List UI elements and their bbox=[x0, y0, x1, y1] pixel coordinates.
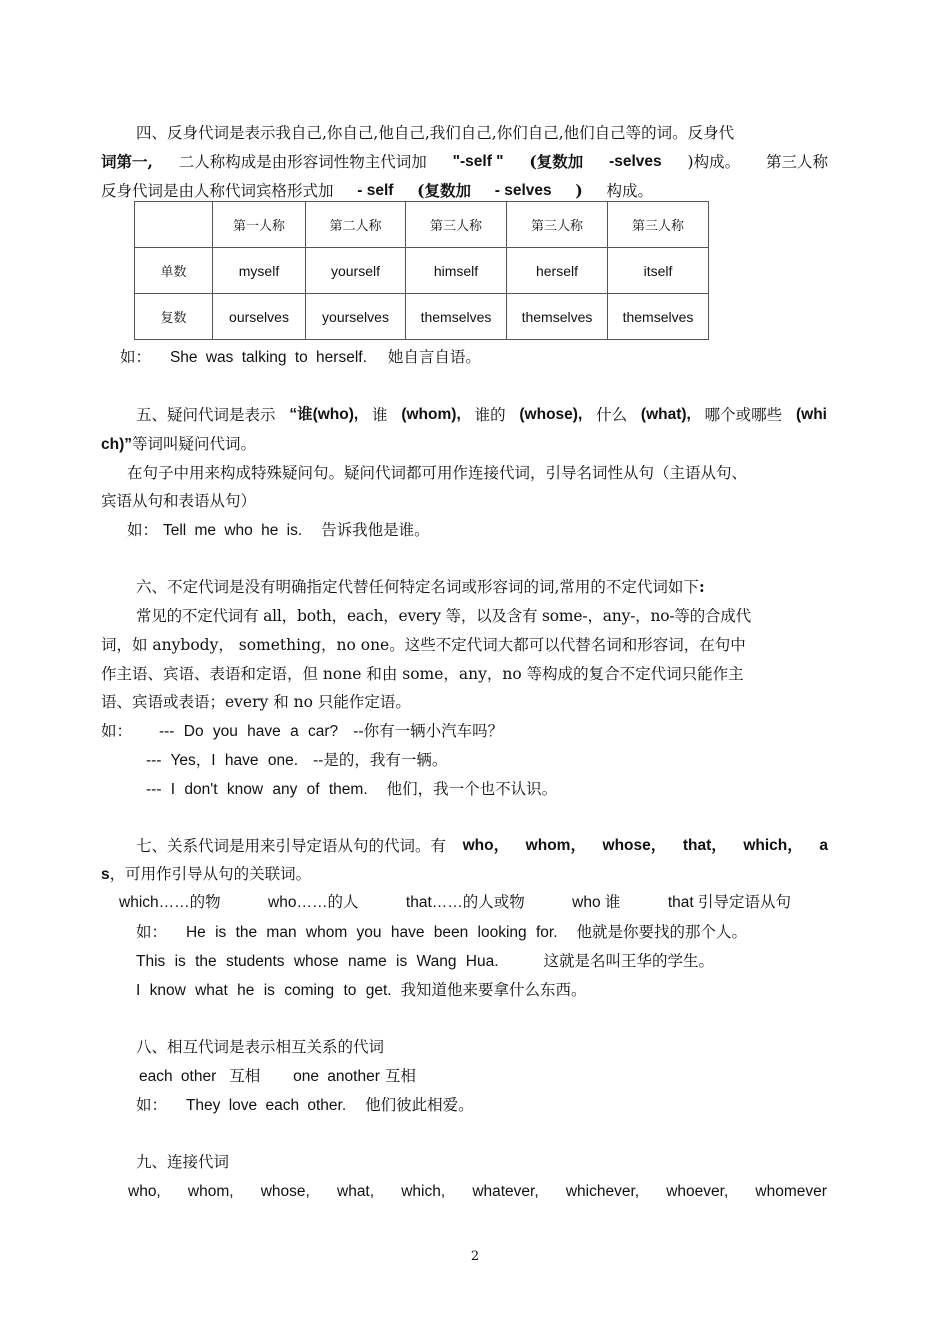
s6-line1: 六、不定代词是没有明确指定代替任何特定名词或形容词的词,常用的不定代词如下: bbox=[136, 577, 705, 596]
table-cell: myself bbox=[213, 248, 306, 294]
s6-line4: 作主语、宾语、表语和定语，但 none 和由 some，any，no 等构成的复合不定代词只能作主 bbox=[101, 665, 744, 683]
table-cell: himself bbox=[406, 248, 507, 294]
s4-line2: 词第一, 二人称构成是由形容词性物主代词加 "-self " (复数加 -selves )构成。 第三人称 bbox=[101, 152, 828, 171]
table-cell: themselves bbox=[507, 294, 608, 340]
table-header-cell: 第三人称 bbox=[406, 202, 507, 248]
s5-line2: ch)”等词叫疑问代词。 bbox=[101, 435, 257, 453]
table-cell: yourself bbox=[306, 248, 406, 294]
table-header-cell: 第一人称 bbox=[213, 202, 306, 248]
s7-example-1: 如： He is the man whom you have been looking for. 他就是你要找的那个人。 bbox=[136, 923, 747, 941]
table-row bbox=[135, 248, 709, 294]
connective-pronoun: which, bbox=[401, 1183, 446, 1200]
s5-line4: 宾语从句和表语从句） bbox=[101, 492, 257, 510]
page-number: 2 bbox=[470, 1249, 480, 1264]
s8-line1: 八、相互代词是表示相互关系的代词 bbox=[136, 1038, 385, 1056]
s8-line2: each other 互相 one another 互相 bbox=[139, 1067, 416, 1085]
s4-example: 如： She was talking to herself. 她自言自语。 bbox=[120, 348, 481, 366]
s7-example-2: This is the students whose name is Wang Hua. 这就是名叫王华的学生。 bbox=[136, 952, 714, 970]
connective-pronoun: who, bbox=[128, 1183, 161, 1200]
connective-pronoun: whoever, bbox=[666, 1183, 729, 1200]
table-cell: yourselves bbox=[306, 294, 406, 340]
s5-line1: 五、疑问代词是表示 “谁(who), 谁 (whom), 谁的 (whose), 什么 (what), 哪个或哪些 (whi bbox=[136, 406, 827, 424]
row-label: 复数 bbox=[135, 294, 213, 340]
s6-dialog-2: --- Yes，I have one. --是的，我有一辆。 bbox=[146, 751, 448, 769]
table-row bbox=[135, 294, 709, 340]
table-cell: itself bbox=[608, 248, 709, 294]
table-cell: themselves bbox=[406, 294, 507, 340]
reflexive-pronoun-table bbox=[134, 201, 709, 340]
connective-pronoun: whichever, bbox=[565, 1183, 640, 1200]
s6-line3: 词，如 anybody， something，no one。这些不定代词大都可以代替名词和形容词，在句中 bbox=[101, 636, 746, 654]
table-header-cell: 第二人称 bbox=[306, 202, 406, 248]
s6-line2: 常见的不定代词有 all，both，each，every 等，以及含有 some-，any-，no-等的合成代 bbox=[136, 607, 751, 625]
table-header-cell bbox=[135, 202, 213, 248]
connective-pronoun: whom, bbox=[187, 1183, 234, 1200]
s5-line3: 在句子中用来构成特殊疑问句。疑问代词都可用作连接代词，引导名词性从句（主语从句、 bbox=[127, 464, 748, 482]
connective-pronoun: whomever bbox=[755, 1183, 827, 1200]
s6-dialog-1: 如： --- Do you have a car? --你有一辆小汽车吗？ bbox=[101, 722, 504, 740]
s7-line3: which……的物 who……的人 that……的人或物 who 谁 that 引导定语从句 bbox=[119, 894, 791, 911]
s6-dialog-3: --- I don't know any of them. 他们，我一个也不认识。 bbox=[146, 780, 558, 798]
s7-line2: s，可用作引导从句的关联词。 bbox=[101, 865, 312, 883]
table-cell: ourselves bbox=[213, 294, 306, 340]
table-cell: themselves bbox=[608, 294, 709, 340]
s8-example: 如： They love each other. 他们彼此相爱。 bbox=[136, 1096, 474, 1114]
row-label: 单数 bbox=[135, 248, 213, 294]
connective-pronoun: whatever, bbox=[472, 1183, 539, 1200]
table-header-cell: 第三人称 bbox=[608, 202, 709, 248]
s9-word-list bbox=[128, 1181, 827, 1203]
connective-pronoun: whose, bbox=[260, 1183, 310, 1200]
s7-example-3: I know what he is coming to get. 我知道他来要拿什么东西。 bbox=[136, 981, 587, 999]
s4-line1: 四、反身代词是表示我自己,你自己,他自己,我们自己,你们自己,他们自己等的词。反身代 bbox=[136, 124, 735, 142]
table-cell: herself bbox=[507, 248, 608, 294]
s9-line1: 九、连接代词 bbox=[136, 1153, 230, 1171]
table-header-row bbox=[135, 202, 709, 248]
s7-line1: 七、关系代词是用来引导定语从句的代词。有 who， whom， whose， that， which， a bbox=[136, 837, 828, 855]
table-header-cell: 第三人称 bbox=[507, 202, 608, 248]
s4-line3: 反身代词是由人称代词宾格形式加 - self (复数加 - selves ) 构成。 bbox=[101, 181, 653, 200]
connective-pronoun: what, bbox=[337, 1183, 375, 1200]
s6-line5: 语、宾语或表语；every 和 no 只能作定语。 bbox=[101, 693, 411, 711]
s5-example: 如： Tell me who he is. 告诉我他是谁。 bbox=[127, 521, 430, 539]
